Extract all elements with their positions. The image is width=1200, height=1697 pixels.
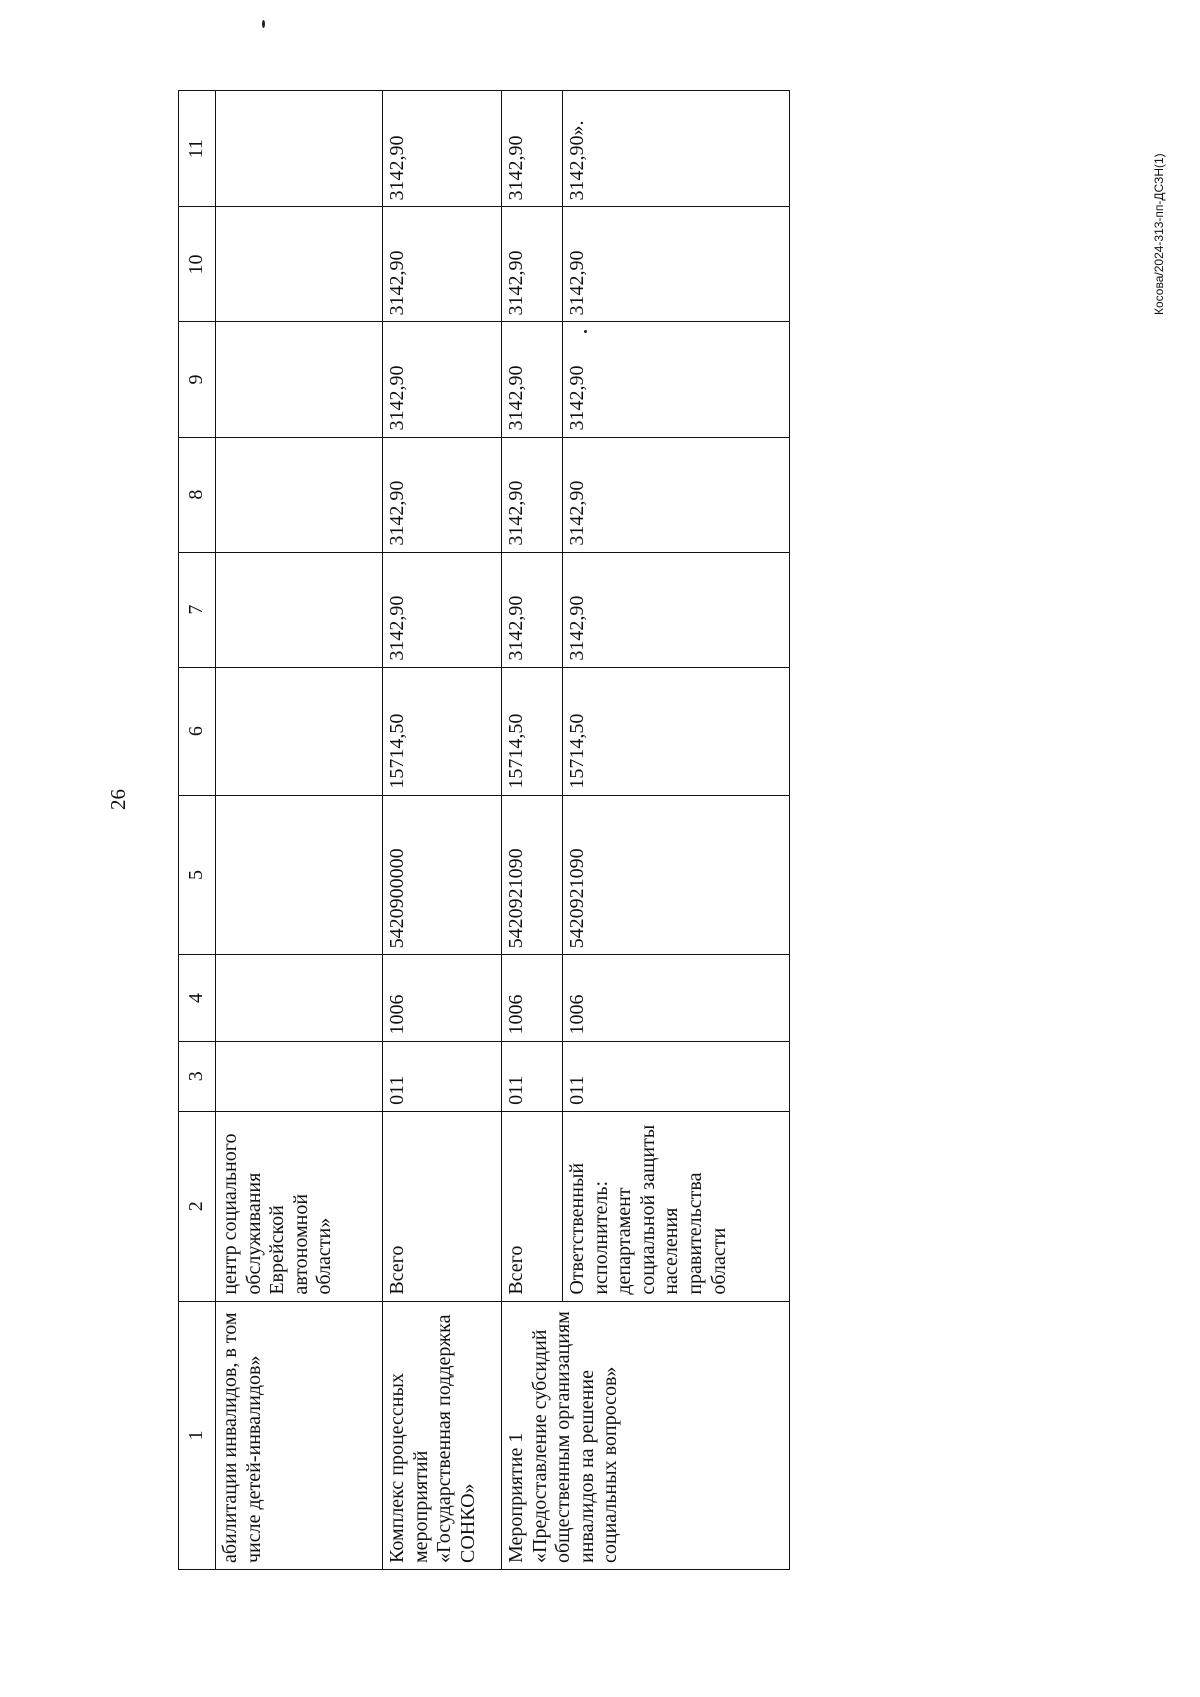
table-cell: Всего (502, 1111, 563, 1301)
table-row (216, 91, 383, 1570)
table-cell (216, 795, 383, 955)
table-cell: абилитации инвалидов, в том числе детей-инвалидов» (216, 1301, 383, 1569)
table-header-row (179, 91, 216, 1570)
column-header: 7 (179, 552, 216, 667)
table-cell: 011 (502, 1041, 563, 1111)
table-cell: 3142,90 (563, 322, 790, 437)
table-cell: 3142,90 (502, 437, 563, 552)
column-header: 5 (179, 795, 216, 955)
table-cell: Всего (383, 1111, 502, 1301)
table-cell: 3142,90 (502, 207, 563, 322)
table-cell (216, 437, 383, 552)
table-cell: Ответственный исполнитель: департамент социальной защиты населения правительства области (563, 1111, 790, 1301)
table-cell: 1006 (563, 955, 790, 1041)
table-cell: 3142,90 (563, 552, 790, 667)
table-cell (216, 1041, 383, 1111)
table-cell: 3142,90 (383, 91, 502, 207)
table-cell: Комплекс процессных мероприятий «Государственная поддержка СОНКО» (383, 1301, 502, 1569)
column-header: 11 (179, 91, 216, 207)
column-header: 2 (179, 1111, 216, 1301)
table-cell: 3142,90». (563, 91, 790, 207)
column-header: 9 (179, 322, 216, 437)
table-cell (216, 552, 383, 667)
table-cell: 3142,90 (502, 322, 563, 437)
table-row (383, 91, 502, 1570)
table-cell: 3142,90 (383, 207, 502, 322)
table-row (502, 91, 563, 1570)
column-header: 4 (179, 955, 216, 1041)
table-cell: 5420921090 (563, 795, 790, 955)
column-header: 6 (179, 667, 216, 795)
table-cell: 1006 (502, 955, 563, 1041)
table-cell: 3142,90 (383, 437, 502, 552)
table-cell: 5420900000 (383, 795, 502, 955)
document-code: Косова/2024-313-пп-ДСЗН(1) (1152, 153, 1166, 315)
budget-table-wrapper (178, 90, 790, 1570)
table-cell: 15714,50 (563, 667, 790, 795)
table-cell: 011 (383, 1041, 502, 1111)
table-cell: 3142,90 (383, 322, 502, 437)
table-cell: 3142,90 (383, 552, 502, 667)
table-cell: 3142,90 (563, 207, 790, 322)
table-cell: центр социального обслуживания Еврейской автономной области» (216, 1111, 383, 1301)
page-number: 26 (106, 789, 130, 810)
table-cell: 5420921090 (502, 795, 563, 955)
table-cell: 1006 (383, 955, 502, 1041)
table-cell: 15714,50 (502, 667, 563, 795)
table-cell (216, 667, 383, 795)
table-cell: 011 (563, 1041, 790, 1111)
table-cell (216, 955, 383, 1041)
scan-speck (262, 20, 265, 28)
column-header: 1 (179, 1301, 216, 1569)
table-cell (216, 322, 383, 437)
column-header: 3 (179, 1041, 216, 1111)
table-cell: 3142,90 (563, 437, 790, 552)
table-cell (216, 207, 383, 322)
table-cell: 3142,90 (502, 552, 563, 667)
column-header: 10 (179, 207, 216, 322)
table-cell: 3142,90 (502, 91, 563, 207)
budget-table (178, 90, 790, 1570)
table-cell (216, 91, 383, 207)
table-cell: 15714,50 (383, 667, 502, 795)
table-cell: Мероприятие 1 «Предоставление субсидий общественным организациям инвалидов на решение социальных вопросов» (502, 1301, 790, 1569)
column-header: 8 (179, 437, 216, 552)
